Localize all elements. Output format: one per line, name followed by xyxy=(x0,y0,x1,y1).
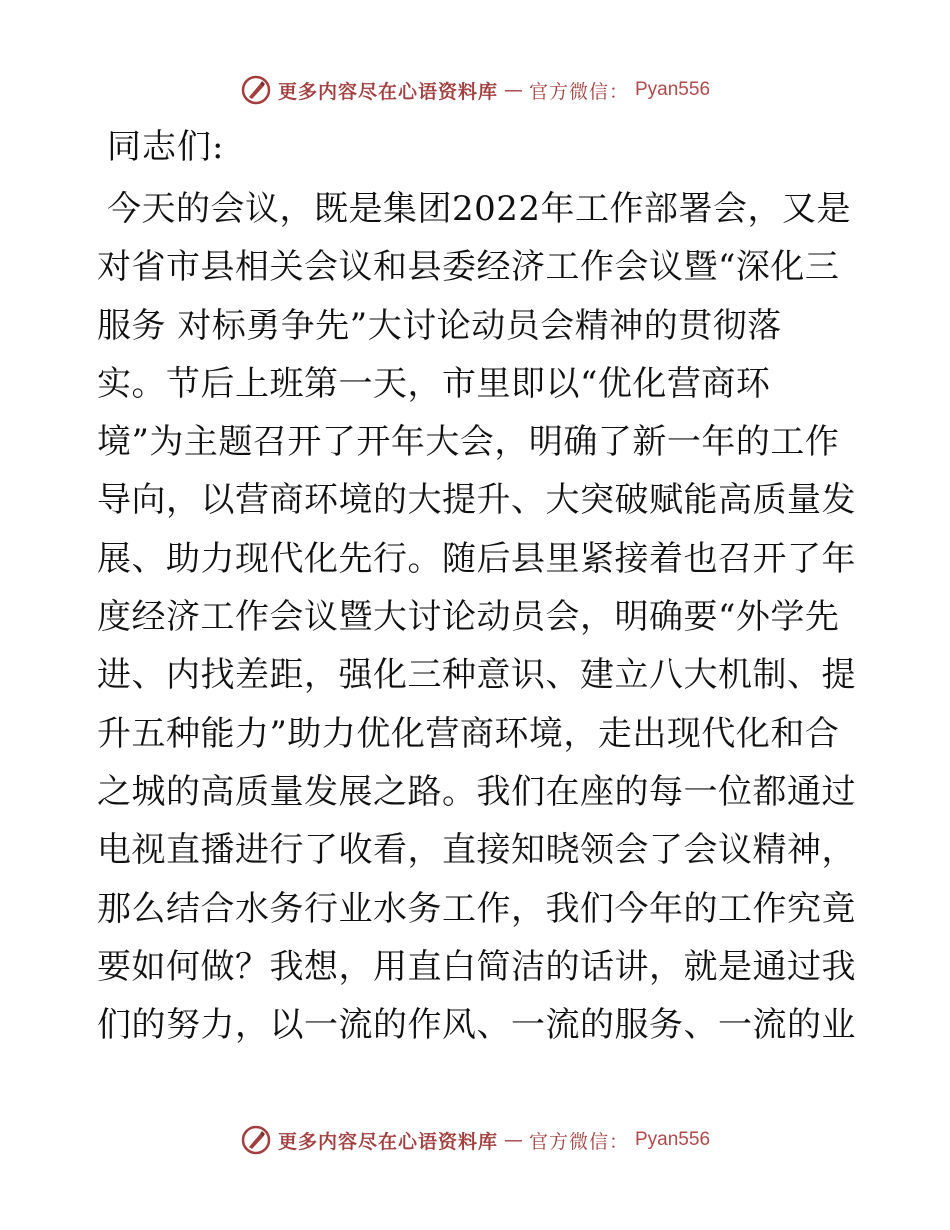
watermark-brand: 更多内容尽在心语资料库 xyxy=(277,1130,498,1153)
paragraph-line: 展、助力现代化先行。随后县里紧接着也召开了年 xyxy=(97,538,856,579)
watermark-footer xyxy=(0,1120,950,1160)
watermark-wechat-label: 官方微信： xyxy=(528,80,629,103)
paragraph-line: 们的努力，以一流的作风、一流的服务、一流的业 xyxy=(97,1005,856,1046)
paragraph-line: 服务 对标勇争先”大讨论动员会精神的贯彻落 xyxy=(97,305,782,346)
paragraph-line: 境”为主题召开了开年大会，明确了新一年的工作 xyxy=(97,422,840,463)
watermark-header xyxy=(0,70,950,110)
paragraph-line: 导向，以营商环境的大提升、大突破赋能高质量发 xyxy=(97,480,856,521)
paragraph-line: 今天的会议，既是集团2022年工作部署会，又是 xyxy=(107,189,852,229)
paragraph-line: 电视直播进行了收看，直接知晓领会了会议精神， xyxy=(97,830,856,871)
paragraph-line: 那么结合水务行业水务工作，我们今年的工作究竟 xyxy=(97,888,856,929)
salutation: 同志们: xyxy=(107,127,225,167)
paragraph-line: 实。节后上班第一天，市里即以“优化营商环 xyxy=(97,363,771,404)
watermark-wechat-id: Pyan556 xyxy=(635,79,711,100)
paragraph-line: 要如何做？我想，用直白简洁的话讲，就是通过我 xyxy=(97,946,856,987)
document-body xyxy=(97,118,857,1054)
paragraph-line: 进、内找差距，强化三种意识、建立八大机制、提 xyxy=(97,655,856,696)
pen-logo-icon xyxy=(240,1124,272,1156)
paragraph-line: 对省市县相关会议和县委经济工作会议暨“深化三 xyxy=(97,247,840,288)
watermark-separator: — xyxy=(503,79,523,101)
watermark-separator: — xyxy=(503,1129,523,1151)
watermark-wechat-id: Pyan556 xyxy=(635,1129,711,1150)
watermark-wechat-label: 官方微信： xyxy=(528,1130,629,1153)
pen-logo-icon xyxy=(240,74,272,106)
watermark-brand: 更多内容尽在心语资料库 xyxy=(277,80,498,103)
paragraph-line: 之城的高质量发展之路。我们在座的每一位都通过 xyxy=(97,771,856,812)
paragraph-line: 度经济工作会议暨大讨论动员会，明确要“外学先 xyxy=(97,597,840,638)
paragraph-line: 升五种能力”助力优化营商环境，走出现代化和合 xyxy=(97,713,840,754)
